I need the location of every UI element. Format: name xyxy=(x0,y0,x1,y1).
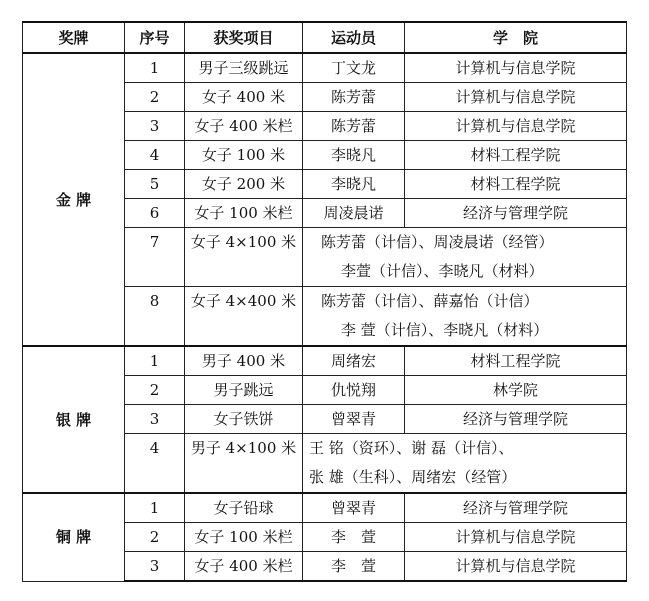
row-event: 男子三级跳远 xyxy=(185,53,303,83)
row-college: 材料工程学院 xyxy=(405,170,627,199)
row-athlete: 陈芳蕾 xyxy=(303,83,405,112)
table-row xyxy=(23,346,627,376)
row-athlete: 周绪宏 xyxy=(303,346,405,376)
relay-team xyxy=(303,228,627,287)
relay-team xyxy=(303,287,627,347)
row-athlete: 李 萱 xyxy=(303,523,405,552)
row-athlete: 曾翠青 xyxy=(303,405,405,434)
row-number: 4 xyxy=(125,141,185,170)
row-event: 女子 100 米栏 xyxy=(185,199,303,228)
row-number: 3 xyxy=(125,552,185,582)
row-college: 材料工程学院 xyxy=(405,141,627,170)
row-number: 1 xyxy=(125,346,185,376)
row-college: 林学院 xyxy=(405,376,627,405)
row-number: 4 xyxy=(125,434,185,494)
relay-team-line: 李萱（计信）、李晓凡（材料） xyxy=(341,262,544,280)
row-event: 男子跳远 xyxy=(185,376,303,405)
row-number: 6 xyxy=(125,199,185,228)
row-college: 计算机与信息学院 xyxy=(405,112,627,141)
row-event: 男子 400 米 xyxy=(185,346,303,376)
relay-team-line: 王 铭（资环）、谢 磊（计信）、 xyxy=(309,439,514,457)
row-number: 1 xyxy=(125,53,185,83)
row-athlete: 仇悦翔 xyxy=(303,376,405,405)
row-event: 男子 4×100 米 xyxy=(185,434,303,494)
header-event: 获奖项目 xyxy=(185,22,303,53)
row-college: 材料工程学院 xyxy=(405,346,627,376)
row-athlete: 李 萱 xyxy=(303,552,405,582)
medal-bronze-label: 铜 牌 xyxy=(23,493,125,581)
header-row xyxy=(23,22,627,53)
row-event: 女子 400 米栏 xyxy=(185,552,303,582)
relay-team-line: 李 萱（计信）、李晓凡（材料） xyxy=(341,321,549,339)
row-number: 1 xyxy=(125,493,185,523)
row-number: 2 xyxy=(125,83,185,112)
row-event: 女子铁饼 xyxy=(185,405,303,434)
relay-team-line: 陈芳蕾（计信）、薛嘉怡（计信） xyxy=(321,292,539,310)
row-college: 计算机与信息学院 xyxy=(405,552,627,582)
row-event: 女子 4×400 米 xyxy=(185,287,303,347)
row-college: 计算机与信息学院 xyxy=(405,523,627,552)
row-college: 经济与管理学院 xyxy=(405,199,627,228)
row-college: 经济与管理学院 xyxy=(405,405,627,434)
table-row xyxy=(23,493,627,523)
row-event: 女子 400 米 xyxy=(185,83,303,112)
row-college: 计算机与信息学院 xyxy=(405,53,627,83)
row-number: 2 xyxy=(125,376,185,405)
row-athlete: 陈芳蕾 xyxy=(303,112,405,141)
row-college: 经济与管理学院 xyxy=(405,493,627,523)
row-event: 女子铅球 xyxy=(185,493,303,523)
row-number: 2 xyxy=(125,523,185,552)
row-athlete: 曾翠青 xyxy=(303,493,405,523)
relay-team-line: 陈芳蕾（计信）、周凌晨诺（经管） xyxy=(321,233,554,251)
row-number: 3 xyxy=(125,405,185,434)
row-number: 5 xyxy=(125,170,185,199)
row-athlete: 丁文龙 xyxy=(303,53,405,83)
row-number: 3 xyxy=(125,112,185,141)
header-number: 序号 xyxy=(125,22,185,53)
medal-gold-label: 金 牌 xyxy=(23,53,125,346)
row-event: 女子 100 米栏 xyxy=(185,523,303,552)
medal-table xyxy=(22,21,627,582)
table-row xyxy=(23,53,627,83)
relay-team xyxy=(303,434,627,494)
medal-silver-label: 银 牌 xyxy=(23,346,125,493)
row-number: 7 xyxy=(125,228,185,287)
row-number: 8 xyxy=(125,287,185,347)
row-athlete: 李晓凡 xyxy=(303,170,405,199)
row-athlete: 周凌晨诺 xyxy=(303,199,405,228)
header-medal: 奖牌 xyxy=(23,22,125,53)
row-event: 女子 4×100 米 xyxy=(185,228,303,287)
row-college: 计算机与信息学院 xyxy=(405,83,627,112)
row-athlete: 李晓凡 xyxy=(303,141,405,170)
header-athlete: 运动员 xyxy=(303,22,405,53)
row-event: 女子 100 米 xyxy=(185,141,303,170)
row-event: 女子 200 米 xyxy=(185,170,303,199)
header-college: 学 院 xyxy=(405,22,627,53)
row-event: 女子 400 米栏 xyxy=(185,112,303,141)
relay-team-line: 张 雄（生科）、周绪宏（经管） xyxy=(309,468,517,486)
